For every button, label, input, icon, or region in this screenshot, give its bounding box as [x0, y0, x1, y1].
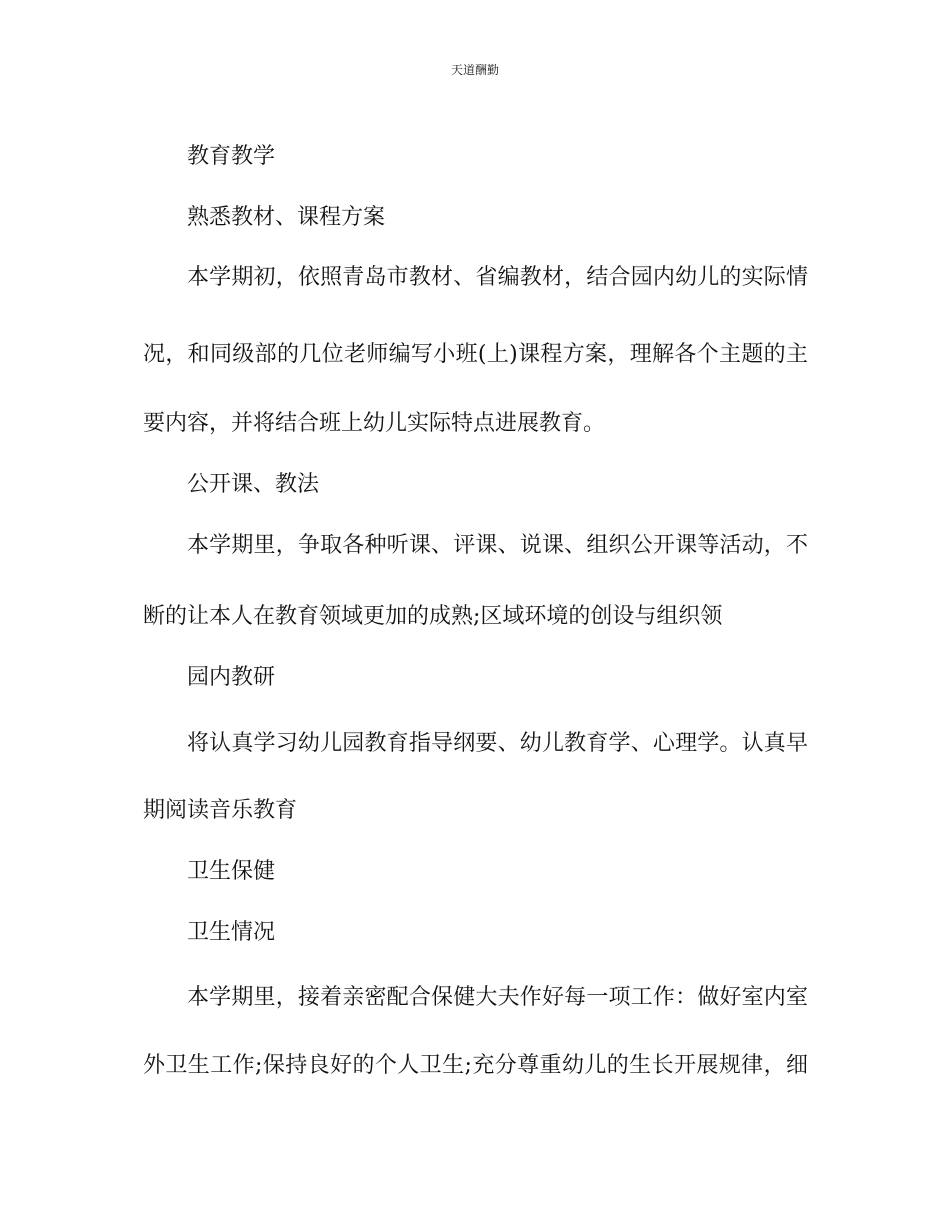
paragraph-line: 本学期里，接着亲密配合保健大夫作好每一项工作：做好室内室	[187, 985, 808, 1010]
subheading-in-garden-research: 园内教研	[187, 665, 276, 690]
paragraph-line: 况，和同级部的几位老师编写小班(上)课程方案，理解各个主题的主	[143, 342, 808, 367]
paragraph-line: 外卫生工作;保持良好的个人卫生;充分尊重幼儿的生长开展规律，细	[143, 1053, 808, 1078]
paragraph-line: 本学期初，依照青岛市教材、省编教材，结合园内幼儿的实际情	[187, 265, 808, 290]
page-header: 天道酬勤	[450, 63, 499, 77]
heading-education-teaching: 教育教学	[187, 144, 276, 169]
subheading-open-class-methods: 公开课、教法	[187, 472, 320, 497]
paragraph-line: 期阅读音乐教育	[143, 798, 298, 823]
heading-health-care: 卫生保健	[187, 859, 276, 884]
subheading-hygiene-status: 卫生情况	[187, 920, 276, 945]
paragraph-line: 要内容，并将结合班上幼儿实际特点进展教育。	[143, 411, 606, 436]
paragraph-line: 将认真学习幼儿园教育指导纲要、幼儿教育学、心理学。认真早	[187, 731, 808, 756]
paragraph-line: 断的让本人在教育领域更加的成熟;区域环境的创设与组织领	[143, 604, 723, 629]
subheading-materials-curriculum: 熟悉教材、课程方案	[187, 205, 386, 230]
paragraph-line: 本学期里，争取各种听课、评课、说课、组织公开课等活动，不	[187, 533, 808, 558]
